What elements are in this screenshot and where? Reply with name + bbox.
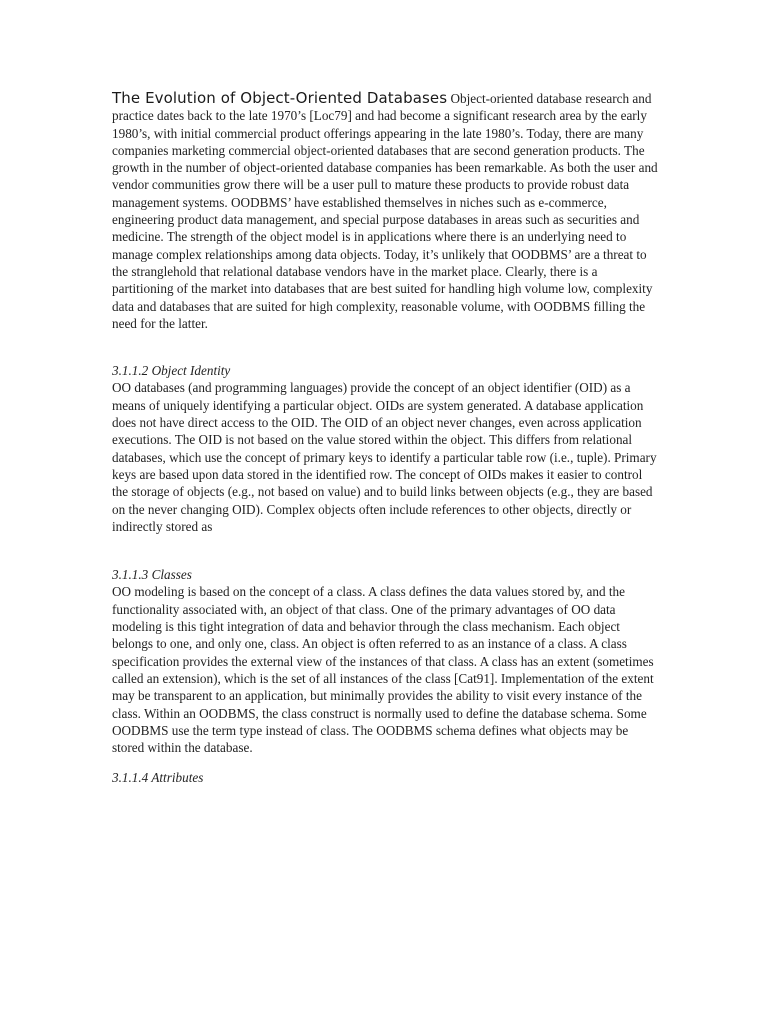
intro-text: Object-oriented database research and practice dates back to the late 1970’s [Loc79] and had become a significant research area by the early 1980’s, with initial commercial product offerings appearing in the late 1980’s. Today, there are many companies marketing commercial object-oriented databases that are second generation products. The growth in the number of object-oriented database companies has been remarkable. As both the user and vendor communities grow there will be a user pull to mature these products to provide robust data management systems. OODBMS’ have established themselves in niches such as e-commerce, engineering product data management, and special purpose databases in areas such as securities and medicine. The strength of the object model is in applications where there is an underlying need to manage complex relationships among data objects. Today, it’s unlikely that OODBMS’ are a threat to the stranglehold that relational database vendors have in the market place. Clearly, there is a partitioning of the market into databases that are best suited for handling high volume low, complexity data and databases that are suited for high complexity, reasonable volume, with OODBMS filling the need for the latter. — [112, 91, 658, 331]
spacer — [112, 756, 660, 769]
document-title: The Evolution of Object-Oriented Databases — [112, 89, 448, 107]
section-body-object-identity: OO databases (and programming languages) provide the concept of an object identifier (OID) as a means of uniquely identifying a particular object. OIDs are system generated. A database application does not have direct access to the OID. The OID of an object never changes, even across application executions. The OID is not based on the value stored within the object. This differs from relational databases, which use the concept of primary keys to identify a particular table row (i.e., tuple). Primary keys are based upon data stored in the identified row. The concept of OIDs makes it easier to control the storage of objects (e.g., not based on value) and to build links between objects (e.g., they are based on the never changing OID). Complex objects often include references to other objects, directly or indirectly stored as — [112, 380, 657, 534]
spacer — [112, 332, 660, 362]
section-body-classes: OO modeling is based on the concept of a class. A class defines the data values stored by, and the functionality associated with, an object of that class. One of the primary advantages of OO data modeling is this tight integration of data and behavior through the class mechanism. Each object belongs to one, and only one, class. An object is often referred to as an instance of a class. A class specification provides the external view of the instances of that class. A class has an extent (sometimes called an extension), which is the set of all instances of the class [Cat91]. Implementation of the extent may be transparent to an application, but minimally provides the ability to visit every instance of the class. Within an OODBMS, the class construct is normally used to define the database schema. Some OODBMS use the term type instead of class. The OODBMS schema defines what objects may be stored within the database. — [112, 584, 654, 756]
section-heading-classes: 3.1.1.3 Classes — [112, 567, 192, 583]
spacer — [112, 535, 660, 566]
intro-paragraph — [112, 90, 660, 332]
document-body — [112, 90, 660, 787]
section-heading-attributes: 3.1.1.4 Attributes — [112, 770, 204, 786]
section-heading-object-identity: 3.1.1.2 Object Identity — [112, 363, 231, 379]
